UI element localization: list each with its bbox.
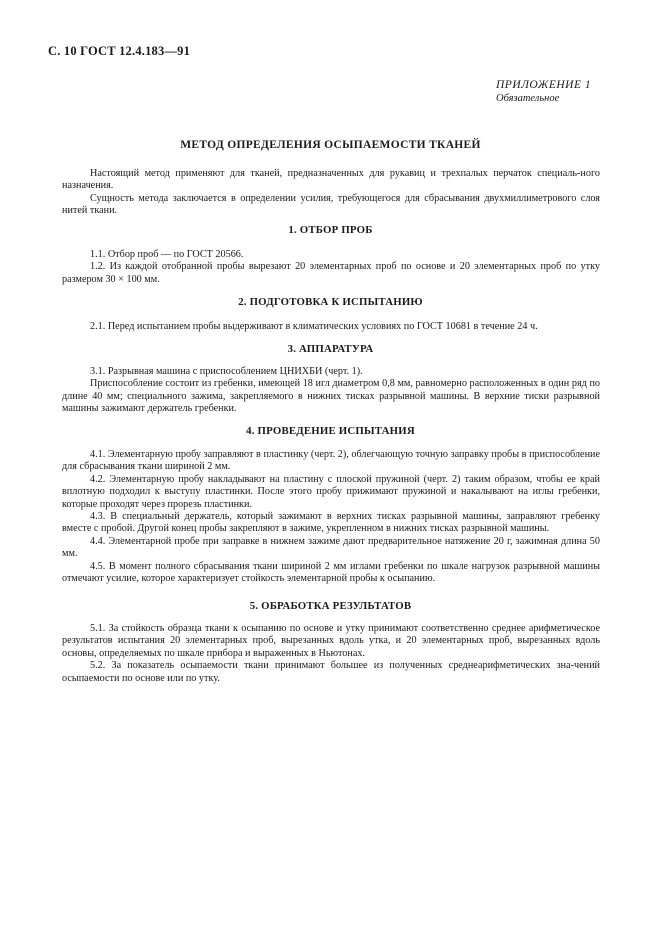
page-header: С. 10 ГОСТ 12.4.183—91 (48, 44, 191, 58)
section-body (62, 366, 600, 416)
paragraph: 4.4. Элементарной пробе при заправке в нижнем зажиме дают предварительное натяжение 20 г, зажимная длина 50 мм. (62, 535, 600, 560)
paragraph: 1.2. Из каждой отобранной пробы вырезают 20 элементарных проб по основе и 20 элементарных проб по утку размером 30 × 100 мм. (62, 261, 600, 285)
paragraph: 3.1. Разрывная машина с приспособлением ЦНИХБИ (черт. 1). (90, 366, 363, 377)
paragraph: 2.1. Перед испытанием пробы выдерживают в климатических условиях по ГОСТ 10681 в течение 24 ч. (90, 321, 538, 332)
section-body (62, 321, 600, 333)
paragraph: 5.1. За стойкость образца ткани к осыпанию по основе и утку принимают соответственно среднее арифметическое результатов испытания 20 элементарных проб, вырезанных вдоль утка, и 20 элементарных проб, вырезанных вдоль основы, определяемых по шкале прибора и выраженных в Ньютонах. (62, 623, 600, 659)
section-body (62, 249, 600, 286)
paragraph: Приспособление состоит из гребенки, имеющей 18 игл диаметром 0,8 мм, равномерно расположенных в один ряд по длине 40 мм; специального зажима, закрепляемого в нижних тисках разрывной машины. В верхние тиски разрывной машины зажимают держатель гребенки. (62, 378, 600, 415)
section-body (62, 449, 600, 585)
section-body (62, 623, 600, 685)
paragraph: 4.3. В специальный держатель, который зажимают в верхних тисках разрывной машины, заправляют гребенку вместе с пробой. Другой конец пробы закрепляют в зажиме, укрепленном в нижних тисках разрывной машины. (62, 511, 600, 535)
appendix-title: ПРИЛОЖЕНИЕ 1 (496, 79, 592, 91)
section-heading: 3. АППАРАТУРА (287, 343, 374, 355)
section-heading: 4. ПРОВЕДЕНИЕ ИСПЫТАНИЯ (246, 425, 415, 437)
section-heading: 5. ОБРАБОТКА РЕЗУЛЬТАТОВ (249, 600, 412, 612)
paragraph: 4.1. Элементарную пробу заправляют в пластинку (черт. 2), облегчающую точную заправку пробы в приспособление для сбрасывания ткани шириной 2 мм. (62, 449, 600, 473)
appendix-subtitle: Обязательное (496, 93, 560, 104)
section-heading: 1. ОТБОР ПРОБ (288, 224, 373, 236)
appendix-label (496, 78, 592, 105)
paragraph: Настоящий метод применяют для тканей, предназначенных для рукавиц и трехпалых перчаток специаль-ного назначения. (62, 168, 600, 192)
paragraph: 4.2. Элементарную пробу накладывают на пластину с плоской пружиной (черт. 2) таким образом, чтобы ее край вплотную подходил к выступу пластинки. После этого пробу прижимают пружиной и накалывают на иглы гребенки, которые проходят через прорезь пластинки. (62, 473, 600, 510)
paragraph: 4.5. В момент полного сбрасывания ткани шириной 2 мм иглами гребенки по шкале нагрузок разрывной машины отмечают усилие, которое характеризует стойкость элементарной пробы к осыпанию. (62, 560, 600, 585)
intro-block (62, 168, 600, 218)
document-title: МЕТОД ОПРЕДЕЛЕНИЯ ОСЫПАЕМОСТИ ТКАНЕЙ (180, 139, 481, 151)
paragraph: 1.1. Отбор проб — по ГОСТ 20566. (90, 249, 244, 260)
paragraph: 5.2. За показатель осыпаемости ткани принимают большее из полученных среднеарифметических зна-чений осыпаемости по основе или по утку. (62, 660, 600, 684)
section-heading: 2. ПОДГОТОВКА К ИСПЫТАНИЮ (238, 296, 423, 308)
paragraph: Сущность метода заключается в определении усилия, требующегося для сбрасывания двухмиллиметрового слоя нитей ткани. (62, 192, 600, 217)
